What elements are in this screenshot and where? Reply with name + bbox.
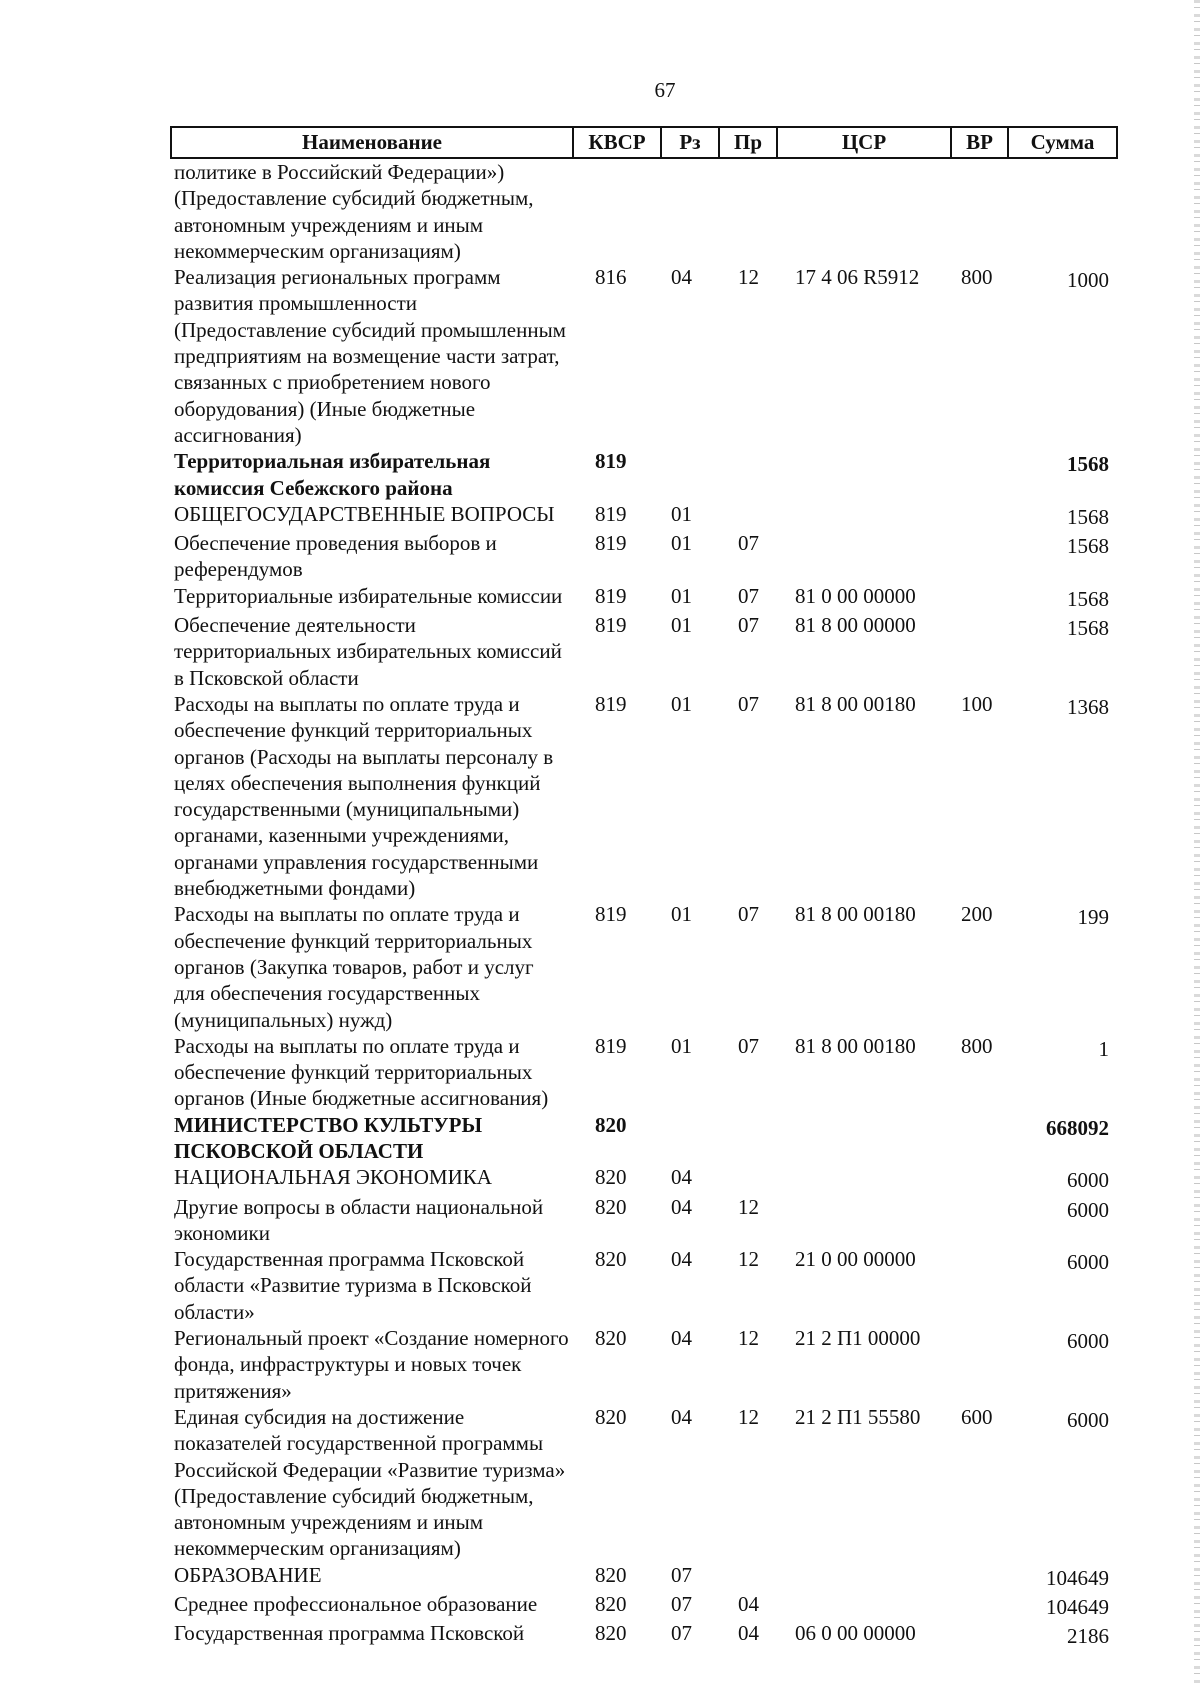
cell-name: Государственная программа Псковской: [174, 1621, 525, 1646]
cell-vr: [951, 158, 1008, 264]
cell-rz: [661, 158, 719, 264]
cell-csr: [777, 1562, 951, 1591]
cell-sum: 1568: [1067, 586, 1109, 611]
cell-rz: 07: [671, 1592, 692, 1617]
cell-csr: [777, 448, 951, 501]
budget-table-container: [170, 126, 1116, 1650]
cell-name: Расходы на выплаты по оплате труда и обеспечение функций территориальных органов (Расходы на выплаты персоналу в целях обеспечения выполнения функций государственными (муниципальными) органами, казенными учреждениями, органами управления государственными внебюджетными фондами): [174, 691, 554, 901]
table-row: [171, 691, 1117, 901]
cell-pr: 07: [738, 1033, 759, 1058]
cell-rz: 07: [671, 1621, 692, 1646]
cell-vr: [951, 530, 1008, 583]
cell-csr: [777, 501, 951, 530]
cell-vr: 200: [961, 902, 993, 927]
cell-vr: 600: [961, 1404, 993, 1429]
cell-rz: 01: [671, 531, 692, 556]
cell-csr: [777, 1164, 951, 1193]
cell-vr: [951, 1246, 1008, 1325]
cell-pr: [719, 158, 777, 264]
cell-vr: [951, 612, 1008, 691]
cell-vr: 100: [961, 691, 993, 716]
cell-sum: 1568: [1067, 534, 1109, 559]
cell-sum: 6000: [1067, 1168, 1109, 1193]
cell-pr: 12: [738, 1247, 759, 1272]
table-row: [171, 1112, 1117, 1165]
page-number: 67: [654, 78, 676, 102]
cell-csr: [777, 1112, 951, 1165]
cell-pr: [719, 1112, 777, 1165]
table-header-row: [171, 127, 1117, 158]
table-row: [171, 1562, 1117, 1591]
cell-kvsr: [573, 158, 661, 264]
cell-name: Обеспечение проведения выборов и референдумов: [174, 531, 497, 582]
cell-sum: 2186: [1067, 1624, 1109, 1649]
cell-rz: 04: [671, 1247, 692, 1272]
cell-sum: 104649: [1046, 1565, 1109, 1590]
table-row: [171, 1325, 1117, 1404]
cell-vr: 800: [961, 1033, 993, 1058]
cell-name: НАЦИОНАЛЬНАЯ ЭКОНОМИКА: [174, 1165, 492, 1190]
table-row: [171, 1591, 1117, 1620]
cell-csr: [777, 530, 951, 583]
cell-rz: 04: [671, 265, 692, 290]
table-row: [171, 1246, 1117, 1325]
cell-kvsr: 819: [595, 501, 627, 526]
cell-vr: [951, 1620, 1008, 1649]
cell-pr: 12: [738, 1326, 759, 1351]
cell-sum: 104649: [1046, 1595, 1109, 1620]
cell-pr: 07: [738, 613, 759, 638]
cell-kvsr: 819: [595, 691, 627, 716]
column-header-name: Наименование: [171, 127, 573, 158]
cell-rz: 07: [671, 1562, 692, 1587]
cell-kvsr: 820: [595, 1247, 627, 1272]
cell-kvsr: 820: [595, 1404, 627, 1429]
cell-rz: 04: [671, 1194, 692, 1219]
cell-vr: [951, 583, 1008, 612]
cell-name: Единая субсидия на достижение показателей государственной программы Российской Федерации «Развитие туризма» (Предоставление субсидий бюджетным, автономным учреждениям и иным некоммерческим организациям): [174, 1404, 566, 1561]
cell-kvsr: 820: [595, 1194, 627, 1219]
cell-csr: 21 0 00 00000: [795, 1247, 916, 1272]
cell-kvsr: 820: [595, 1112, 627, 1137]
column-header-csr: ЦСР: [777, 127, 951, 158]
cell-kvsr: 819: [595, 449, 627, 474]
scan-edge-artifact: [1194, 0, 1200, 1686]
cell-name: Расходы на выплаты по оплате труда и обеспечение функций территориальных органов (Иные бюджетные ассигнования): [174, 1033, 549, 1111]
cell-vr: [951, 1562, 1008, 1591]
cell-kvsr: 819: [595, 583, 627, 608]
cell-kvsr: 819: [595, 531, 627, 556]
cell-rz: 01: [671, 583, 692, 608]
cell-kvsr: 820: [595, 1165, 627, 1190]
cell-rz: 04: [671, 1326, 692, 1351]
cell-name: Реализация региональных программ развития промышленности (Предоставление субсидий промышленным предприятиям на возмещение части затрат, связанных с приобретением нового оборудования) (Иные бюджетные ассигнования): [174, 265, 566, 447]
cell-name: Региональный проект «Создание номерного фонда, инфраструктуры и новых точек притяжения»: [174, 1326, 569, 1403]
cell-csr: [777, 1591, 951, 1620]
cell-csr: [777, 158, 951, 264]
cell-kvsr: 820: [595, 1562, 627, 1587]
cell-name: ОБРАЗОВАНИЕ: [174, 1562, 322, 1587]
table-row: [171, 501, 1117, 530]
cell-rz: 01: [671, 902, 692, 927]
cell-csr: [777, 1194, 951, 1247]
table-row: [171, 530, 1117, 583]
table-row: [171, 1194, 1117, 1247]
cell-vr: [951, 1591, 1008, 1620]
cell-sum: 1000: [1067, 268, 1109, 293]
cell-sum: 6000: [1067, 1329, 1109, 1354]
cell-sum: 1568: [1067, 452, 1109, 477]
cell-rz: [661, 448, 719, 501]
cell-sum: 6000: [1067, 1407, 1109, 1432]
column-header-pr: Пр: [719, 127, 777, 158]
table-row: [171, 901, 1117, 1032]
cell-sum: 1368: [1067, 694, 1109, 719]
table-row: [171, 448, 1117, 501]
cell-name: Территориальные избирательные комиссии: [174, 583, 563, 608]
cell-csr: 81 8 00 00000: [795, 613, 916, 638]
cell-name: Расходы на выплаты по оплате труда и обеспечение функций территориальных органов (Закупка товаров, работ и услуг для обеспечения государственных (муниципальных) нужд): [174, 902, 534, 1032]
cell-kvsr: 819: [595, 613, 627, 638]
cell-pr: 12: [738, 1194, 759, 1219]
cell-sum: [1008, 158, 1117, 264]
cell-name: МИНИСТЕРСТВО КУЛЬТУРЫ ПСКОВСКОЙ ОБЛАСТИ: [174, 1112, 483, 1163]
table-row: [171, 1404, 1117, 1562]
table-row: [171, 1620, 1117, 1649]
cell-vr: [951, 1194, 1008, 1247]
cell-name: политике в Российский Федерации») (Предоставление субсидий бюджетным, автономным учреждениям и иным некоммерческим организациям): [174, 160, 534, 263]
column-header-sum: Сумма: [1008, 127, 1117, 158]
cell-csr: 81 0 00 00000: [795, 583, 916, 608]
cell-kvsr: 820: [595, 1621, 627, 1646]
table-row: [171, 1033, 1117, 1112]
cell-pr: 04: [738, 1592, 759, 1617]
cell-pr: [719, 448, 777, 501]
table-body: [171, 158, 1117, 1650]
table-row: [171, 158, 1117, 264]
cell-vr: [951, 448, 1008, 501]
cell-csr: 21 2 П1 00000: [795, 1326, 921, 1351]
cell-pr: [719, 1164, 777, 1193]
cell-csr: 81 8 00 00180: [795, 691, 916, 716]
cell-pr: 07: [738, 583, 759, 608]
cell-pr: 12: [738, 1404, 759, 1429]
cell-name: Среднее профессиональное образование: [174, 1592, 538, 1617]
cell-rz: 01: [671, 501, 692, 526]
cell-rz: 01: [671, 691, 692, 716]
cell-pr: 07: [738, 531, 759, 556]
cell-sum: 1: [1098, 1036, 1109, 1061]
cell-pr: [719, 1562, 777, 1591]
column-header-vr: ВР: [951, 127, 1008, 158]
cell-name: Государственная программа Псковской области «Развитие туризма в Псковской области»: [174, 1247, 532, 1324]
cell-kvsr: 820: [595, 1326, 627, 1351]
cell-vr: [951, 1112, 1008, 1165]
table-row: [171, 612, 1117, 691]
table-row: [171, 264, 1117, 448]
cell-sum: 1568: [1067, 616, 1109, 641]
cell-kvsr: 816: [595, 265, 627, 290]
cell-pr: 07: [738, 691, 759, 716]
cell-rz: 01: [671, 613, 692, 638]
cell-pr: 04: [738, 1621, 759, 1646]
cell-vr: [951, 1325, 1008, 1404]
cell-name: Территориальная избирательная комиссия Себежского района: [174, 449, 491, 500]
table-row: [171, 1164, 1117, 1193]
cell-csr: 06 0 00 00000: [795, 1621, 916, 1646]
budget-table: [170, 126, 1118, 1650]
cell-name: Обеспечение деятельности территориальных избирательных комиссий в Псковской области: [174, 613, 562, 690]
cell-sum: 6000: [1067, 1250, 1109, 1275]
cell-kvsr: 819: [595, 902, 627, 927]
cell-vr: [951, 1164, 1008, 1193]
cell-csr: 81 8 00 00180: [795, 1033, 916, 1058]
cell-kvsr: 819: [595, 1033, 627, 1058]
cell-sum: 6000: [1067, 1197, 1109, 1222]
column-header-rz: Рз: [661, 127, 719, 158]
cell-vr: 800: [961, 265, 993, 290]
table-row: [171, 583, 1117, 612]
cell-csr: 21 2 П1 55580: [795, 1404, 921, 1429]
cell-rz: 04: [671, 1165, 692, 1190]
cell-sum: 199: [1077, 905, 1109, 930]
cell-kvsr: 820: [595, 1592, 627, 1617]
cell-sum: 1568: [1067, 504, 1109, 529]
cell-pr: [719, 501, 777, 530]
cell-csr: 17 4 06 R5912: [795, 265, 920, 290]
column-header-kvsr: КВСР: [573, 127, 661, 158]
cell-csr: 81 8 00 00180: [795, 902, 916, 927]
cell-rz: 04: [671, 1404, 692, 1429]
cell-sum: 668092: [1046, 1115, 1109, 1140]
cell-rz: 01: [671, 1033, 692, 1058]
cell-pr: 12: [738, 265, 759, 290]
cell-name: Другие вопросы в области национальной экономики: [174, 1194, 544, 1245]
cell-rz: [661, 1112, 719, 1165]
cell-name: ОБЩЕГОСУДАРСТВЕННЫЕ ВОПРОСЫ: [174, 501, 555, 526]
cell-vr: [951, 501, 1008, 530]
cell-pr: 07: [738, 902, 759, 927]
